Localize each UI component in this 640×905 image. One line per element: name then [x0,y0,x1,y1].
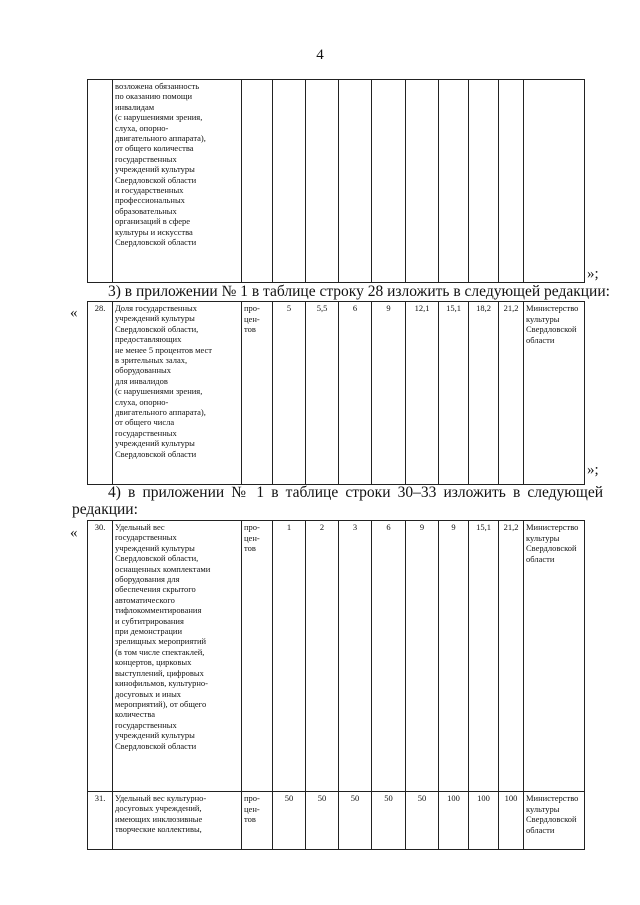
paragraph-4-line-2: редакции: [72,501,138,518]
table-row-28 [87,301,585,485]
indicator-cell: возложена обязанность по оказанию помощи инвалидам (с нарушениями зрения, слуха, опорно- двигательного аппарата), от общего количества государственных учреждений культуры Свердловской области и государственных профессиональных образовательных организаций в сфере культуры и искусства Свердловской области [113,80,242,283]
row-number: 31. [88,792,113,850]
closing-quote: »; [587,266,599,282]
opening-quote: « [70,305,78,321]
value-cell: 50 [339,792,372,850]
indicator-cell: Удельный вес культурно- досуговых учреждений, имеющих инклюзивные творческие коллективы, [113,792,242,850]
value-cell: 9 [372,302,406,485]
value-cell: 100 [499,792,524,850]
value-cell: 21,2 [499,302,524,485]
table-row [88,302,585,485]
responsible-cell: Министерство культуры Свердловской области [524,302,585,485]
value-cell: 15,1 [469,521,499,792]
closing-quote: »; [587,462,599,478]
table-row [88,792,585,850]
value-cell: 5,5 [306,302,339,485]
value-cell: 9 [406,521,439,792]
value-cell: 21,2 [499,521,524,792]
value-cell: 50 [273,792,306,850]
value-cell: 100 [469,792,499,850]
table-rows-30-31 [87,520,585,850]
unit-cell: про- цен- тов [242,792,273,850]
value-cell: 15,1 [439,302,469,485]
value-cell: 6 [372,521,406,792]
value-cell: 50 [306,792,339,850]
value-cell: 12,1 [406,302,439,485]
value-cell: 3 [339,521,372,792]
value-cell: 2 [306,521,339,792]
paragraph-3: 3) в приложении № 1 в таблице строку 28 изложить в следующей редакции: [108,283,610,300]
responsible-cell: Министерство культуры Свердловской области [524,521,585,792]
row-number: 28. [88,302,113,485]
table-row [88,80,585,283]
row-number: 30. [88,521,113,792]
table-row [88,521,585,792]
paragraph-4-line-1: 4) в приложении № 1 в таблице строки 30–33 изложить в следующей [108,484,603,501]
responsible-cell: Министерство культуры Свердловской области [524,792,585,850]
table-continuation [87,79,585,283]
indicator-cell: Доля государственных учреждений культуры Свердловской области, предоставляющих не менее 5 процентов мест в зрительных залах, оборудованных для инвалидов (с нарушениями зрения, слуха, опорно- двигательного аппарата), от общего числа государственных учреждений культуры Свердловской области [113,302,242,485]
value-cell: 1 [273,521,306,792]
value-cell: 6 [339,302,372,485]
unit-cell: про- цен- тов [242,521,273,792]
value-cell: 100 [439,792,469,850]
value-cell: 5 [273,302,306,485]
unit-cell: про- цен- тов [242,302,273,485]
value-cell: 18,2 [469,302,499,485]
page-number: 4 [316,47,324,63]
opening-quote: « [70,525,78,541]
value-cell: 50 [406,792,439,850]
indicator-cell: Удельный вес государственных учреждений культуры Свердловской области, оснащенных комплектами оборудования для обеспечения скрытого автоматического тифлокомментирования и субтитрирования при демонстрации зрелищных мероприятий (в том числе спектаклей, концертов, цирковых выступлений, цифровых кинофильмов, культурно- досуговых и иных мероприятий), от общего количества государственных учреждений культуры Свердловской области [113,521,242,792]
value-cell: 50 [372,792,406,850]
value-cell: 9 [439,521,469,792]
